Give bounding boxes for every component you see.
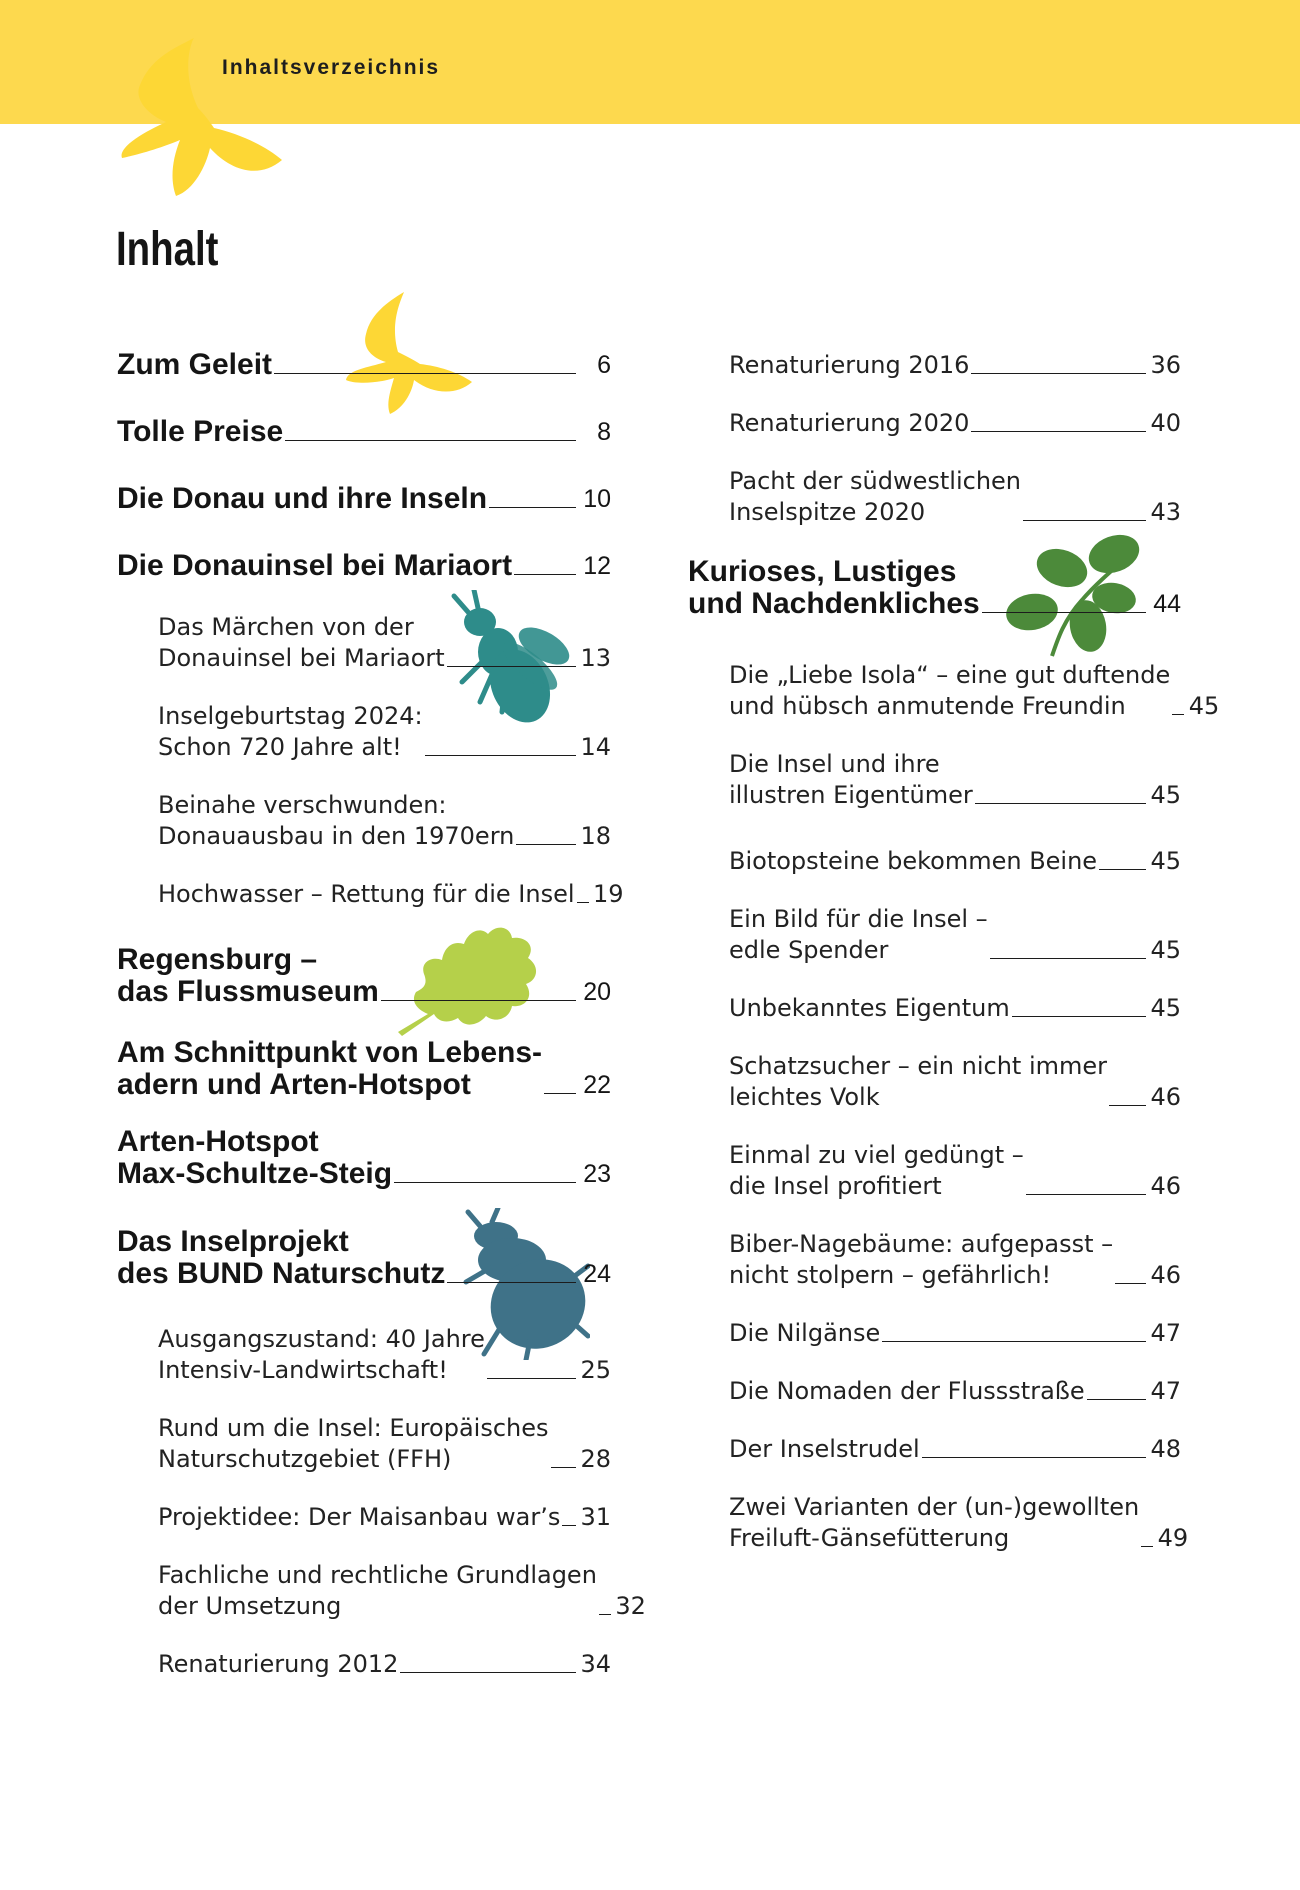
leader-line (447, 1282, 576, 1283)
leader-line (274, 373, 576, 374)
toc-entry[interactable] (117, 1324, 611, 1386)
leader-line (599, 1614, 611, 1615)
entry-title-line: Rund um die Insel: Europäisches (158, 1414, 549, 1442)
entry-title-line: Arten-Hotspot (117, 1125, 319, 1158)
leader-line (447, 666, 576, 667)
entry-title-line: Das Inselprojekt (117, 1225, 349, 1258)
entry-title: Unbekanntes Eigentum (729, 994, 1010, 1022)
entry-title: Der Inselstrudel (729, 1435, 920, 1463)
toc-entry[interactable] (117, 1126, 611, 1190)
entry-title-line: Donauausbau in den 1970ern (158, 822, 515, 850)
entry-title-line: Max-Schultze-Steig (117, 1157, 393, 1190)
entry-title-line: Am Schnittpunkt von Lebens- (117, 1036, 543, 1069)
toc-entry[interactable] (688, 993, 1181, 1024)
page-number: 19 (592, 880, 624, 908)
entry-title-line: Beinahe verschwunden: (158, 791, 447, 819)
leader-line (971, 373, 1146, 374)
page-number: 34 (580, 1650, 611, 1678)
entry-title-line: Schon 720 Jahre alt! (158, 733, 402, 761)
toc-entry[interactable] (688, 1376, 1181, 1407)
leader-line (990, 958, 1146, 959)
entry-title-line: und Nachdenkliches (688, 587, 980, 620)
page-number: 47 (1150, 1377, 1181, 1405)
page-number: 45 (1150, 936, 1181, 964)
leader-line (1115, 1283, 1146, 1284)
entry-title: Renaturierung 2012 (158, 1650, 399, 1678)
entry-title-line: Inselspitze 2020 (729, 498, 926, 526)
toc-entry[interactable] (688, 466, 1181, 528)
entry-title-line: Die Insel und ihre (729, 750, 940, 778)
toc-entry[interactable] (117, 483, 611, 515)
toc-entry[interactable] (117, 1649, 611, 1680)
entry-title: Projektidee: Der Maisanbau war’s (158, 1503, 561, 1531)
entry-title-line: der Umsetzung (158, 1592, 342, 1620)
toc-entry[interactable] (117, 1226, 611, 1290)
entry-title-line: Freiluft-Gänsefütterung (729, 1524, 1010, 1552)
toc-entry[interactable] (688, 1140, 1181, 1202)
page-number: 10 (583, 485, 611, 513)
entry-title-line: des BUND Naturschutz (117, 1257, 446, 1290)
page-title: Inhalt (116, 223, 219, 276)
leader-line (562, 1525, 576, 1526)
toc-entry[interactable] (688, 904, 1181, 966)
page-number: 46 (1150, 1083, 1181, 1111)
entry-title-line: illustren Eigentümer (729, 781, 973, 809)
entry-title-line: Intensiv-Landwirtschaft! (158, 1356, 448, 1384)
page-number: 47 (1150, 1319, 1181, 1347)
toc-entry[interactable] (688, 749, 1181, 811)
page-number: 46 (1150, 1172, 1181, 1200)
entry-title: Renaturierung 2020 (729, 409, 970, 437)
page-number: 25 (580, 1356, 611, 1384)
leader-line (1109, 1105, 1146, 1106)
leader-line (1087, 1399, 1146, 1400)
entry-title-line: Die „Liebe Isola“ – eine gut duftende (729, 661, 1171, 689)
entry-title-line: Das Märchen von der (158, 613, 414, 641)
leader-line (577, 902, 589, 903)
entry-title: Die Donauinsel bei Mariaort (117, 549, 513, 582)
page-number: 32 (615, 1592, 646, 1620)
entry-title-line: Inselgeburtstag 2024: (158, 702, 423, 730)
leader-line (489, 507, 576, 508)
page-number: 31 (580, 1503, 611, 1531)
leader-line (425, 755, 576, 756)
page-number: 36 (1150, 351, 1181, 379)
entry-title: Tolle Preise (117, 415, 284, 448)
toc-entry[interactable] (688, 556, 1181, 620)
entry-title-line: nicht stolpern – gefährlich! (729, 1261, 1052, 1289)
toc-entry[interactable] (117, 879, 624, 910)
entry-title-line: Ausgangszustand: 40 Jahre (158, 1325, 485, 1353)
page-number: 45 (1150, 781, 1181, 809)
toc-entry[interactable] (117, 701, 611, 763)
entry-title-line: Pacht der südwestlichen (729, 467, 1022, 495)
page-number: 48 (1150, 1435, 1181, 1463)
toc-entry[interactable] (117, 944, 611, 1008)
entry-title-line: Zwei Varianten der (un-)gewollten (729, 1493, 1140, 1521)
header-label: Inhaltsverzeichnis (222, 56, 441, 79)
entry-title-line: die Insel profitiert (729, 1172, 942, 1200)
toc-entry[interactable] (688, 350, 1181, 381)
leader-line (1023, 520, 1146, 521)
entry-title-line: Naturschutzgebiet (FFH) (158, 1445, 452, 1473)
entry-title-line: Fachliche und rechtliche Grundlagen (158, 1561, 597, 1589)
entry-title-line: edle Spender (729, 936, 889, 964)
entry-title-line: Schatzsucher – ein nicht immer (729, 1052, 1108, 1080)
leader-line (1012, 1016, 1146, 1017)
entry-title-line: adern und Arten-Hotspot (117, 1068, 471, 1101)
page-number: 20 (583, 978, 611, 1006)
page-number: 44 (1153, 590, 1181, 618)
leader-line (285, 440, 576, 441)
toc-entry[interactable] (688, 1318, 1181, 1349)
toc-entry[interactable] (688, 1434, 1181, 1465)
entry-title-line: Einmal zu viel gedüngt – (729, 1141, 1024, 1169)
page-number: 12 (583, 552, 611, 580)
entry-title-line: und hübsch anmutende Freundin (729, 692, 1126, 720)
page-number: 49 (1157, 1524, 1189, 1552)
page-number: 18 (580, 822, 611, 850)
leader-line (516, 844, 576, 845)
toc-entry[interactable] (117, 416, 611, 448)
page-number: 23 (583, 1160, 611, 1188)
page-number: 24 (583, 1260, 611, 1288)
leader-line (381, 1000, 576, 1001)
toc-entry[interactable] (117, 1560, 646, 1622)
leader-line (1026, 1194, 1146, 1195)
leader-line (551, 1467, 576, 1468)
page-number: 6 (597, 351, 611, 379)
page-number: 40 (1150, 409, 1181, 437)
entry-title-line: Ein Bild für die Insel – (729, 905, 988, 933)
toc-entry[interactable] (688, 660, 1220, 722)
leader-line (975, 803, 1146, 804)
toc-entry[interactable] (117, 1413, 611, 1475)
page-number: 14 (580, 733, 611, 761)
entry-title: Renaturierung 2016 (729, 351, 970, 379)
entry-title-line: das Flussmuseum (117, 975, 379, 1008)
leader-line (1141, 1546, 1153, 1547)
entry-title-line: Regensburg – (117, 943, 318, 976)
page-number: 45 (1150, 847, 1181, 875)
leader-line (544, 1093, 576, 1094)
toc-entry[interactable] (117, 1037, 611, 1101)
page-number: 45 (1150, 994, 1181, 1022)
leader-line (971, 431, 1146, 432)
toc-entry[interactable] (117, 550, 611, 582)
leader-line (922, 1457, 1146, 1458)
page-number: 13 (580, 644, 611, 672)
toc-entry[interactable] (688, 408, 1181, 439)
page-number: 28 (580, 1445, 611, 1473)
leader-line (1099, 869, 1146, 870)
toc-entry[interactable] (688, 1492, 1189, 1554)
entry-title-line: Biber-Nagebäume: aufgepasst – (729, 1230, 1114, 1258)
entry-title: Die Donau und ihre Inseln (117, 482, 488, 515)
leader-line (882, 1341, 1146, 1342)
toc-entry[interactable] (117, 349, 611, 381)
leader-line (400, 1672, 576, 1673)
toc-entry[interactable] (117, 612, 611, 674)
leader-line (982, 612, 1146, 613)
page-number: 8 (597, 418, 611, 446)
entry-title: Biotopsteine bekommen Beine (729, 847, 1098, 875)
leader-line (514, 574, 576, 575)
entry-title: Die Nilgänse (729, 1319, 881, 1347)
page-number: 22 (583, 1071, 611, 1099)
toc-entry[interactable] (117, 1502, 611, 1533)
page-number: 45 (1188, 692, 1220, 720)
page-number: 46 (1150, 1261, 1181, 1289)
entry-title: Hochwasser – Rettung für die Insel (158, 880, 575, 908)
toc-entry[interactable] (688, 1229, 1181, 1291)
entry-title: Zum Geleit (117, 348, 273, 381)
page-number: 43 (1150, 498, 1181, 526)
leader-line (1172, 714, 1184, 715)
entry-title-line: Donauinsel bei Mariaort (158, 644, 445, 672)
entry-title-line: leichtes Volk (729, 1083, 880, 1111)
toc-entry[interactable] (688, 1051, 1181, 1113)
entry-title-line: Kurioses, Lustiges (688, 555, 957, 588)
leader-line (487, 1378, 576, 1379)
toc-entry[interactable] (117, 790, 611, 852)
entry-title: Die Nomaden der Flussstraße (729, 1377, 1085, 1405)
leader-line (394, 1182, 576, 1183)
toc-entry[interactable] (688, 846, 1181, 877)
